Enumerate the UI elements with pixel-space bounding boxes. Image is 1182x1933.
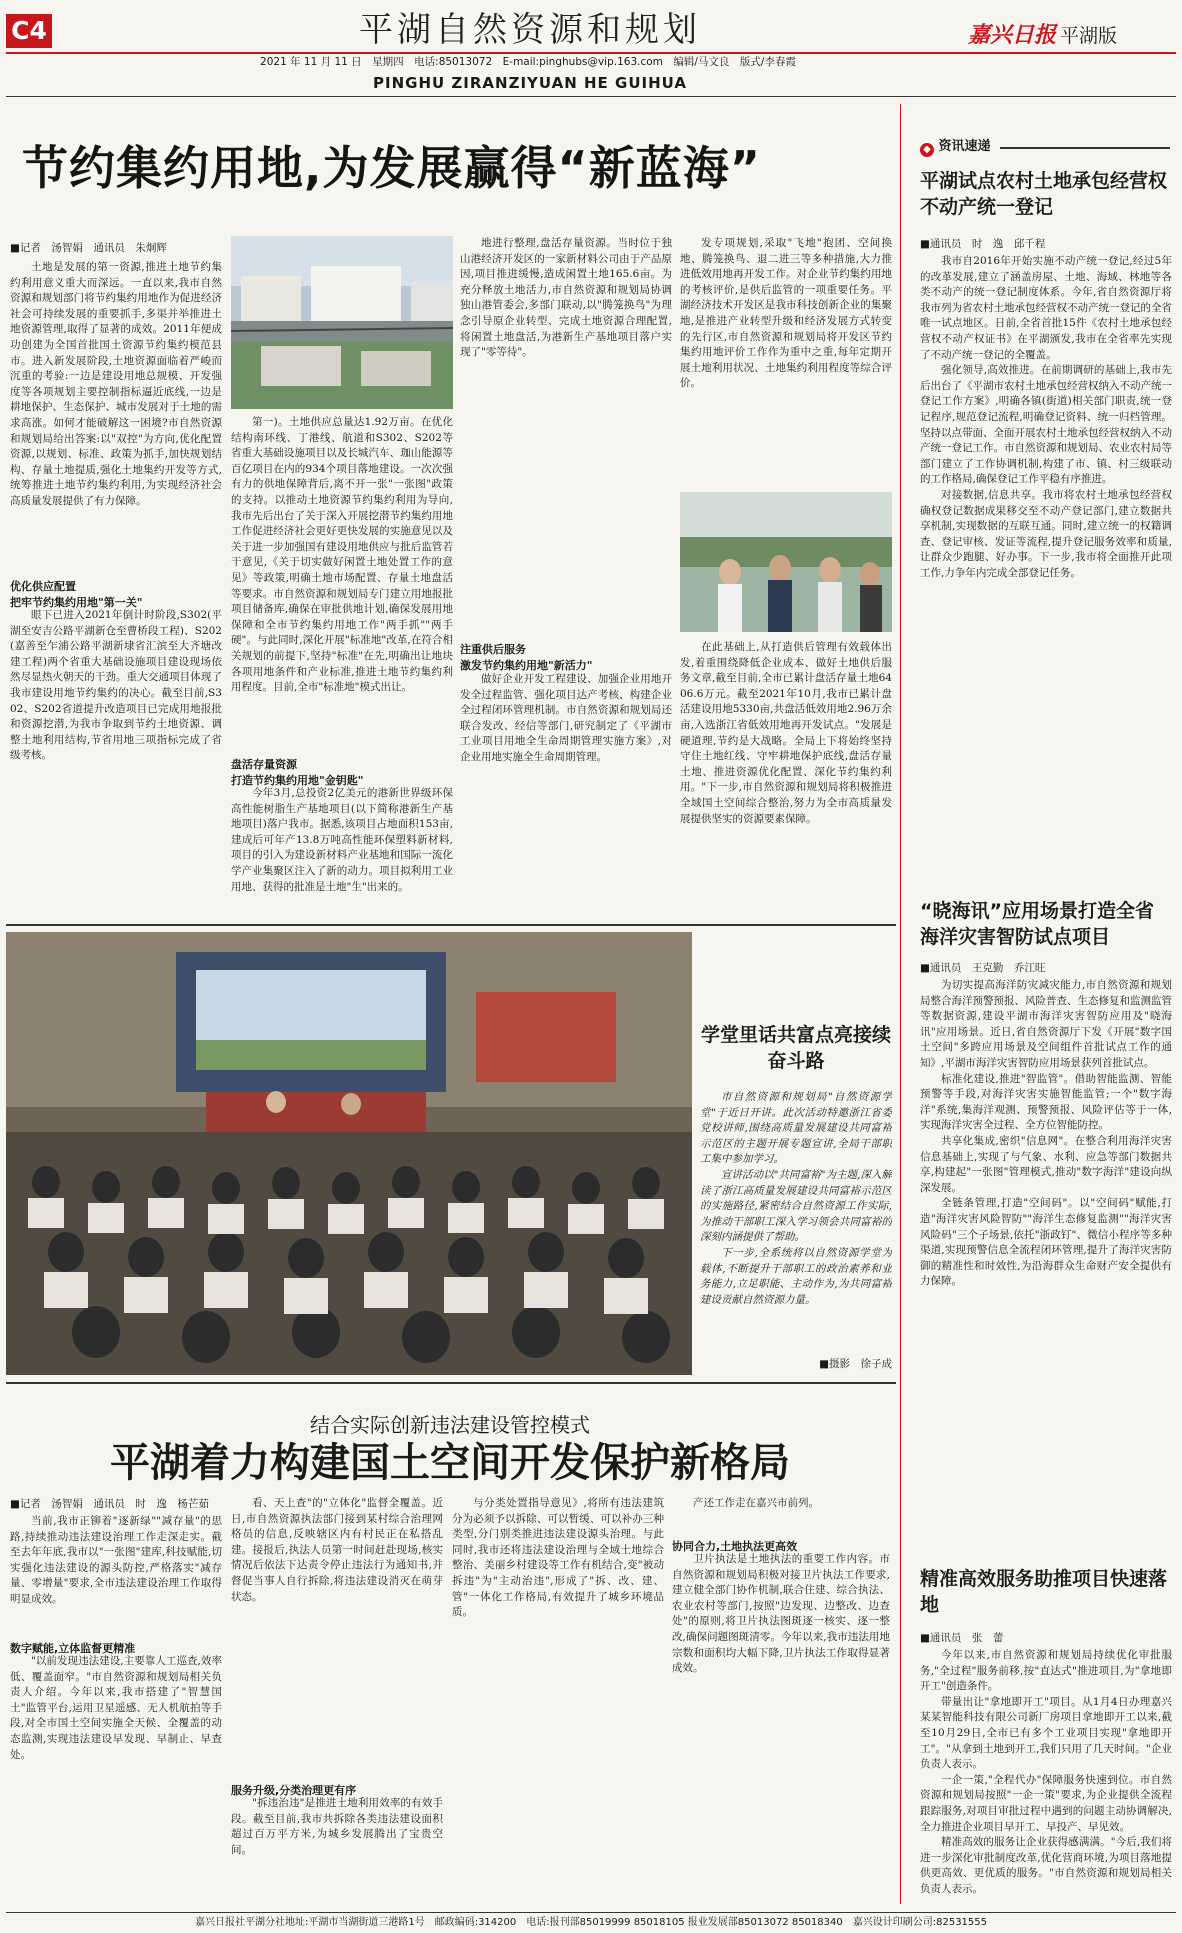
masthead-rule xyxy=(6,52,1176,54)
lead-headline: 节约集约用地,为发展赢得“新蓝海” xyxy=(22,141,761,195)
lead-col3b-text: 做好企业开发工程建设、加强企业用地开发全过程监管、强化项目达产考核、构建企业全过程闭环管理机制。市自然资源和规划局还联合发改、经信等部门,研究制定了《平湖市工业项目用地全生命周期管理实施方案》,对企业用地实施全生命周期管理。 xyxy=(460,673,672,763)
feature-top-rule xyxy=(6,1382,896,1384)
study-top-rule xyxy=(6,924,896,926)
footer-rule xyxy=(6,1912,1176,1913)
study-body xyxy=(700,1090,892,1352)
lead-column-4 xyxy=(680,236,892,484)
lead-photo-factory xyxy=(231,236,453,409)
brief1-byline: ■通讯员 时 逸 邱千程 xyxy=(920,238,1046,250)
brief-tag-label: 资讯速递 xyxy=(938,139,991,154)
feature-col1b-text: "以前发现违法建设,主要靠人工巡查,效率低、覆盖面窄。"市自然资源和规划局相关负责人介绍。今年以来,我市搭建了"智慧国土"监管平台,运用卫星遥感、无人机航拍等手段,对全市国土空间实施全天候、全覆盖的动态监测,实现违法建设早发现、早制止、早查处。 xyxy=(10,1655,222,1761)
lead-col3-subhead-2: 激发节约集约用地"新活力" xyxy=(460,659,593,672)
study-p2: 宣讲活动以"共同富裕"为主题,深入解读了浙江高质量发展建设共同富裕示范区的实施路径,紧密结合自然资源工作实际,为推动干部职工深入学习领会共同富裕的深刻内涵提供了帮助。 xyxy=(700,1168,892,1244)
masthead-rule-bottom xyxy=(6,96,1176,97)
lead-column-2b xyxy=(231,786,453,916)
study-headline: 学堂里话共富点亮接续奋斗路 xyxy=(700,1024,891,1072)
lead-col3-subhead: 注重供后服务 xyxy=(460,643,526,656)
feature-col2-subhead: 服务升级,分类治理更有序 xyxy=(231,1784,357,1797)
study-photo-lecture xyxy=(6,932,692,1375)
lead-col1-text: 土地是发展的第一资源,推进土地节约集约利用意义重大而深远。一直以来,我市自然资源和规划部门将节约集约用地作为促进经济社会可持续发展的重要抓手,多渠并举推进土地资源管理,取得了显著的成效。2011年便成功创建为全国首批国土资源节约集约模范县市。进入新发展阶段,土地资源面临着严峻而沉重的考验:一边是建设用地总规模、开发强度等各项规划主要控制指标逼近底线,一边是耕地保护、生态保护、城市发展对于土地的需求高涨。如何才能破解这一困境?市自然资源和规划局给出答案:以"双控"为方向,优化配置资源,以规划、标准、政策为抓手,加快规划结构、存量土地提质,强化土地集约开发等方式,统筹推进土地节约集约利用,为实现经济社会高质量发展提供了有力保障。 xyxy=(10,261,222,507)
pinyin-title: PINGHU ZIRANZIYUAN HE GUIHUA xyxy=(373,74,687,92)
feature-col4-subhead: 协同合力,土地执法更高效 xyxy=(672,1540,798,1553)
lead-col2b-text: 今年3月,总投资2亿美元的港新世界级环保高性能树脂生产基地项目(以下简称港新生产基地项目)落户我市。据悉,该项目占地面积153亩,建成后可年产13.8万吨高性能环保塑料新材料,项目的引入为建设新材料产业基地和国际一流化学产业集聚区注入了新的动力。项目拟利用工业用地、获得的批准是土地"生"出来的。 xyxy=(231,787,453,893)
brief2-p3: 共享化集成,密织"信息网"。在整合利用海洋灾害信息基础上,实现了与气象、水利、应急等部门数据共享,构建起"一张图"管理模式,推动"数字海洋"建设向纵深发展。 xyxy=(920,1134,1172,1194)
brief1-body xyxy=(920,254,1172,884)
lead-col3-text: 地进行整理,盘活存量资源。当时位于独山港经济开发区的一家新材料公司由于产品原因,项目推进缓慢,造成闲置土地165.6亩。为充分释放土地活力,市自然资源和规划局协调独山港管委会,多部门联动,以"腾笼换鸟"为理念引导原企业转型、完成土地资源合理配置,将闲置土地盘活,为港新生产基地项目落户实现了"零等待"。 xyxy=(460,237,672,359)
site-visit-illustration xyxy=(680,492,892,632)
feature-column-3 xyxy=(452,1496,664,1910)
lead-photo-meeting xyxy=(680,492,892,632)
brief3-p3: 一企一策,"全程代办"保障服务快速到位。市自然资源和规划局按照"一企一策"要求,为企业提供全流程跟踪服务,对项目审批过程中遇到的问题主动协调解决,全力推进企业项目早开工、早投产、早见效。 xyxy=(920,1773,1172,1833)
section-title: 平湖自然资源和规划 xyxy=(359,10,701,50)
feature-col2-text: 看、天上查"的"立体化"监督全覆盖。近日,市自然资源执法部门接到某村综合治理网格员的信息,反映辖区内有村民正在私搭乱建。接报后,执法人员第一时间赶赴现场,核实情况后依法下达责令停止违法行为通知书,并督促当事人自行拆除,将违法建设消灭在萌芽状态。 xyxy=(231,1497,443,1603)
feature-headline: 平湖着力构建国土空间开发保护新格局 xyxy=(110,1440,790,1486)
lead-col1-subhead: 优化供应配置 xyxy=(10,580,76,593)
brief-tag-rule xyxy=(1000,147,1170,149)
feature-column-1 xyxy=(10,1514,222,1624)
brief-tag-icon: ◆ xyxy=(920,143,934,157)
study-photo-credit: ■摄影 徐子成 xyxy=(819,1358,892,1370)
feature-column-2b xyxy=(231,1796,443,1910)
brief3-headline: 精准高效服务助推项目快速落地 xyxy=(920,1568,1168,1616)
brief2-headline: “晓海讯”应用场景打造全省海洋灾害智防试点项目 xyxy=(920,900,1154,948)
feature-col3-text: 与分类处置指导意见》,将所有违法建筑分为必须予以拆除、可以暂缓、可以补办三种类型,分门别类推进违法建设源头治理。与此同时,我市还将违法建设治理与全域土地综合整治、美丽乡村建设等工作有机结合,变"被动拆违"为"主动治违",形成了"拆、改、建、管"一体化工作格局,有效提升了城乡环境品质。 xyxy=(452,1497,664,1619)
lead-column-4b xyxy=(680,640,892,916)
study-p1: 市自然资源和规划局"自然资源学堂"于近日开讲。此次活动特邀浙江省委党校讲师,围绕高质量发展建设共同富裕示范区的主题开展专题宣讲,全局干部职工集中参加学习。 xyxy=(700,1091,892,1166)
feature-column-2 xyxy=(231,1496,443,1766)
feature-col1-text: 当前,我市正铆着"逐新绿""减存量"的思路,持续推动违法建设治理工作走深走实。截至去年年底,我市以"一张图"建库,科技赋能,切实强化违法建设的源头防控,严格落实"减存量、零增量"要求,全市违法建设治理工作取得明显成效。 xyxy=(10,1515,222,1605)
brief2-p4: 全链条管理,打造"空间码"。以"空间码"赋能,打造"海洋灾害风险智防""海洋生态修复监测""海洋灾害风险码"三个子场景,依托"浙政钉"、微信小程序等多种渠道,实现预警信息全流程闭环管理,提升了海洋灾害防御的精准性和时效性,为沿海群众生命财产安全提供有力保障。 xyxy=(920,1197,1172,1288)
brief2-p1: 为切实提高海洋防灾减灾能力,市自然资源和规划局整合海洋预警预报、风险普查、生态修复和监测监管等数据资源,建设平湖市海洋灾害智防应用及"晓海讯"应用场景。近日,省自然资源厅下发《开展"数字国土空间"多跨应用场景及空间组件首批试点工作的通知》,平湖市海洋灾害智防应用场景获列首批试点。 xyxy=(920,979,1172,1069)
lead-col2-text: 第一)。土地供应总量达1.92万亩。在优化结构南环线、丁港线、航道和S302、S202等省重大基础设施项目以及长城汽车、珈山能源等百亿项目在内的934个项目落地建设。一次次强有力的供地保障背后,离不开一张"一张图"政策的支持。以推动土地资源节约集约利用为导向,我市先后出台了关于深入开展挖潜节约集约用地工作促进经济社会更好更快发展的实施意见以及关于进一步加强国有建设用地供应与批后监管若干意见,《关于切实做好闲置土地处置工作的意见》等政策,明确土地市场配置、存量土地盘活等要求。市自然资源和规划局专门建立用地报批项目储备库,确保在审批供地计划,确保发展用地保障和全市节约集约用地工作"两手抓""两手硬"。与此同时,深化开展"标准地"改革,在符合相关规划的前提下,坚持"标准"在先,明确出让地块各项用地条件和产业标准,推进土地节约集约利用程度。目前,全市"标准地"模式出让。 xyxy=(231,416,453,694)
lead-column-3b xyxy=(460,672,672,916)
lead-column-3 xyxy=(460,236,672,621)
brief3-p4: 精准高效的服务让企业获得感满满。"今后,我们将进一步深化审批制度改革,优化营商环境,为项目落地提供更高效、更优质的服务。"市自然资源和规划局相关负责人表示。 xyxy=(920,1836,1172,1895)
lead-col4-text: 发专项规划,采取"飞地"抱团、空间换地、腾笼换鸟、退二进三等多种措施,大力推进低效用地再开发工作。对企业节约集约用地的考核评价,是供后监管的一项重要任务。平湖经济技术开发区是我市科技创新企业的集聚地,是推进产业转型升级和经济发展方式转变的先行区,市自然资源和规划局将开发区节约集约用地评价工作作为重中之重,每年定期开展土地利用状况、土地集约利用程度等综合评价。 xyxy=(680,237,892,390)
lead-col1-subhead-2: 把牢节约集约用地"第一关" xyxy=(10,596,143,609)
lead-column-1 xyxy=(10,260,222,555)
lecture-hall-illustration xyxy=(6,932,692,1375)
lead-col4b-text: 在此基础上,从打造供后管理有效载体出发,着重围绕降低企业成本、做好土地供后服务文章,截至目前,全市已累计盘活存量土地6406.6万元。截至2021年10月,我市已累计盘活建设用地5330亩,共盘活低效用地2.96万余亩,入选浙江省低效用地再开发试点。"发展是硬道理,节约是大战略。全局上下将始终坚持守住土地红线、守牢耕地保护底线,盘活存量土地、推进资源优化配置、深化节约集约利用。"下一步,市自然资源和规划局将积极推进全域国土空间综合整治,努力为全市高质量发展提供坚实的资源要素保障。 xyxy=(680,641,892,825)
factory-aerial-illustration xyxy=(231,236,453,409)
brief3-p2: 带量出让"拿地即开工"项目。从1月4日办理嘉兴某某智能科技有限公司新厂房项目拿地即开工以来,截至10月29日,全市已有多个工业项目实现"拿地即开工"。"从拿到土地到开工,我们只用了几天时间。"企业负责人表示。 xyxy=(920,1695,1172,1771)
brief1-p3: 对接数据,信息共享。我市将农村土地承包经营权确权登记数据成果移交至不动产登记部门,建立数据共享机制,实现数据的互联互通。同时,建立统一的权籍调查、登记审核、发证等流程,提升登记服务效率和质量,让群众少跑腿、好办事。下一步,我市将全面推开此项工作,力争年内完成全部登记任务。 xyxy=(920,488,1172,579)
feature-kicker: 结合实际创新违法建设管控模式 xyxy=(310,1413,590,1437)
brief1-p2: 强化领导,高效推进。在前期调研的基础上,我市先后出台了《平湖市农村土地承包经营权纳入不动产统一登记工作方案》,明确各镇(街道)相关部门职责,统一登记程序,规范登记流程,明确登记资料、统一归档管理。坚持以点带面、全面开展农村土地承包经营权纳入不动产统一登记工作。市自然资源和规划局、农业农村局等部门建立了工作协调机制,构建了市、镇、村三级联动的工作格局,确保登记工作平稳有序推进。 xyxy=(920,364,1172,486)
lead-byline: ■记者 汤智娟 通讯员 朱炯辉 xyxy=(10,242,167,254)
lead-column-2 xyxy=(231,415,453,750)
feature-col4-text: 产还工作走在嘉兴市前列。 xyxy=(693,1497,819,1509)
page-code-badge: C4 xyxy=(6,14,52,48)
edition-label: 平湖版 xyxy=(1060,25,1118,47)
feature-column-4b xyxy=(672,1552,890,1910)
study-p3: 下一步,全系统将以自然资源学堂为载体,不断提升干部职工的政治素养和业务能力,立足职能、主动作为,为共同富裕建设贡献自然资源力量。 xyxy=(700,1246,892,1306)
lead-col2-subhead-2: 打造节约集约用地"金钥匙" xyxy=(231,774,364,787)
brief3-p1: 今年以来,市自然资源和规划局持续优化审批服务,"全过程"服务前移,按"直达式"推进项目,为"拿地即开工"创造条件。 xyxy=(920,1649,1172,1693)
brief1-p1: 我市自2016年开始实施不动产统一登记,经过5年的改革发展,建立了涵盖房屋、土地、海域、林地等各类不动产的统一登记制度体系。今年,省自然资源厅将我市列为省农村土地承包经营权不动产统一登记的全省唯一试点地区。日前,全省首批15件《农村土地承包经营权不动产权证书》在平湖颁发,我市在全省率先实现了不动产统一登记的全覆盖。 xyxy=(920,255,1172,361)
feature-column-4 xyxy=(672,1496,890,1516)
paper-logo: 嘉兴日报 xyxy=(968,22,1057,48)
lead-col2-subhead: 盘活存量资源 xyxy=(231,758,297,771)
lead-column-1b xyxy=(10,608,222,916)
right-rail-divider xyxy=(900,104,901,1904)
feature-col4b-text: 卫片执法是土地执法的重要工作内容。市自然资源和规划局积极对接卫片执法工作要求,建立健全部门协作机制,联合住建、综合执法、农业农村等部门,按照"边发现、边整改、边查处"的原则,将卫片执法图斑逐一核实、逐一整改,确保问题图斑清零。今年以来,我市违法用地宗数和面积均大幅下降,卫片执法工作取得显著成效。 xyxy=(672,1553,890,1675)
brief2-byline: ■通讯员 王克勤 乔江旺 xyxy=(920,962,1046,974)
brief2-body xyxy=(920,978,1172,1558)
brief2-p2: 标准化建设,推进"智监管"。借助智能监测、智能预警等手段,对海洋灾害实施智能监管;一个"数字海洋"系统,集海洋观测、预警预报、风险评估等于一体,实现海洋灾害全过程、全方位智能防控。 xyxy=(920,1072,1172,1132)
feature-col2b-text: "拆违治违"是推进土地利用效率的有效手段。截至目前,我市共拆除各类违法建设面积超过百万平方米,为城乡发展腾出了宝贵空间。 xyxy=(231,1797,443,1856)
feature-byline: ■记者 汤智娟 通讯员 时 逸 杨芒茹 xyxy=(10,1498,209,1510)
date-line: 2021 年 11 月 11 日 星期四 电话:85013072 E-mail:pinghubs@vip.163.com 编辑/马文良 版式/李春霞 xyxy=(260,56,796,68)
brief1-headline: 平湖试点农村土地承包经营权不动产统一登记 xyxy=(920,170,1168,218)
feature-col1-subhead: 数字赋能,立体监督更精准 xyxy=(10,1642,136,1655)
brief3-body xyxy=(920,1648,1172,1900)
brief-tag xyxy=(920,138,991,157)
footer-info: 嘉兴日报社平湖分社地址:平湖市当湖街道三港路1号 邮政编码:314200 电话:报刊部85019999 85018105 报业发展部85013072 85018340 嘉兴设计印刷公司:82531555 xyxy=(194,1917,988,1928)
feature-column-1b xyxy=(10,1654,222,1910)
brief3-byline: ■通讯员 张 蕾 xyxy=(920,1632,1004,1644)
lead-col1b-text: 眼下已进入2021年倒计时阶段,S302(平湖至安吉公路平湖新仓至曹桥段工程)、S202(嘉善至乍浦公路平湖新埭省汇滨至大齐塘改建工程)两个省重大基础设施项目建设现场依然尽显热火朝天的干劲。重大交通项目体现了我市建设用地节约集约的决心。截至目前,S302、S202省道提升改造项目已完成用地报批和资源挖潜,为我市争取到节约土地资源、调整土地利用结构,节省用地三项指标完成了省级考核。 xyxy=(10,609,222,762)
